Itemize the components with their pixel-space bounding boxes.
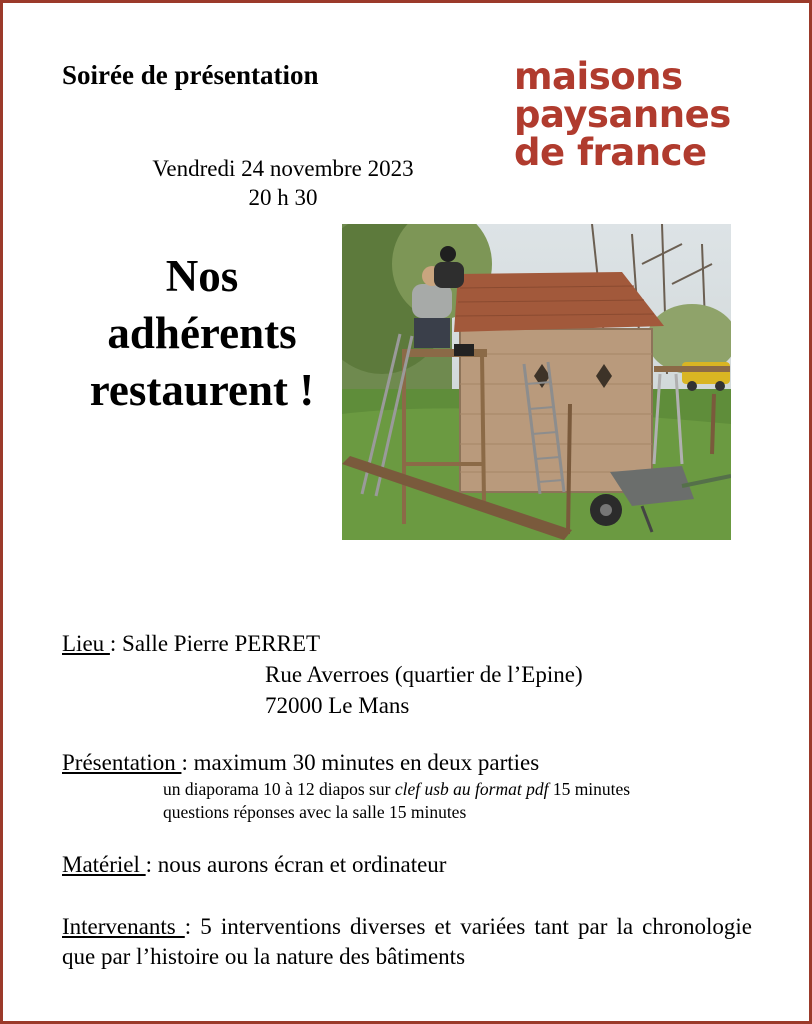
equipment-section [62, 852, 446, 878]
presentation-line [62, 748, 630, 778]
presentation-separator: : [181, 750, 194, 775]
equipment-text: nous aurons écran et ordinateur [157, 852, 447, 877]
presentation-label: Présentation [62, 750, 182, 775]
logo-line-3: de france [514, 131, 707, 174]
presentation-sub-1-c: 15 minutes [548, 779, 631, 799]
presentation-sub-1-b: clef usb au format pdf [394, 779, 549, 799]
presentation-text: maximum 30 minutes en deux parties [193, 750, 540, 775]
event-time: 20 h 30 [248, 185, 318, 210]
page-title: Soirée de présentation [62, 60, 319, 90]
presentation-sub-1 [62, 778, 630, 801]
logo-line-1: maisons [514, 55, 683, 98]
location-separator: : [109, 631, 123, 656]
equipment-separator: : [145, 852, 158, 877]
logo-line-2: paysannes [514, 93, 731, 136]
speakers-section [62, 912, 752, 972]
event-date: Vendredi 24 novembre 2023 [152, 156, 414, 181]
location-venue: Salle Pierre PERRET [122, 631, 321, 656]
presentation-sub-2: questions réponses avec la salle 15 minutes [163, 802, 467, 822]
equipment-label: Matériel [62, 852, 146, 877]
speakers-text: 5 interventions diverses et variées tant par la chronologie que par l’histoire ou la nature des bâtiments [62, 914, 752, 969]
presentation-sub-1-a: un diaporama 10 à 12 diapos sur [163, 779, 395, 799]
headline-line-1: Nos [165, 251, 239, 301]
speakers-label: Intervenants [62, 914, 185, 939]
event-datetime [140, 154, 426, 212]
logo [514, 55, 731, 174]
headline-line-2: adhérents [107, 308, 297, 358]
location-line-1 [62, 628, 583, 659]
headline [62, 248, 342, 419]
headline-line-3: restaurent ! [89, 365, 315, 415]
presentation-section [62, 748, 630, 824]
location-street: Rue Averroes (quartier de l’Epine) [265, 662, 583, 687]
location-city: 72000 Le Mans [265, 693, 410, 718]
speakers-separator: : [184, 914, 201, 939]
location-label: Lieu [62, 631, 110, 656]
location-section [62, 628, 583, 721]
photo-restoration-icon [342, 224, 731, 540]
